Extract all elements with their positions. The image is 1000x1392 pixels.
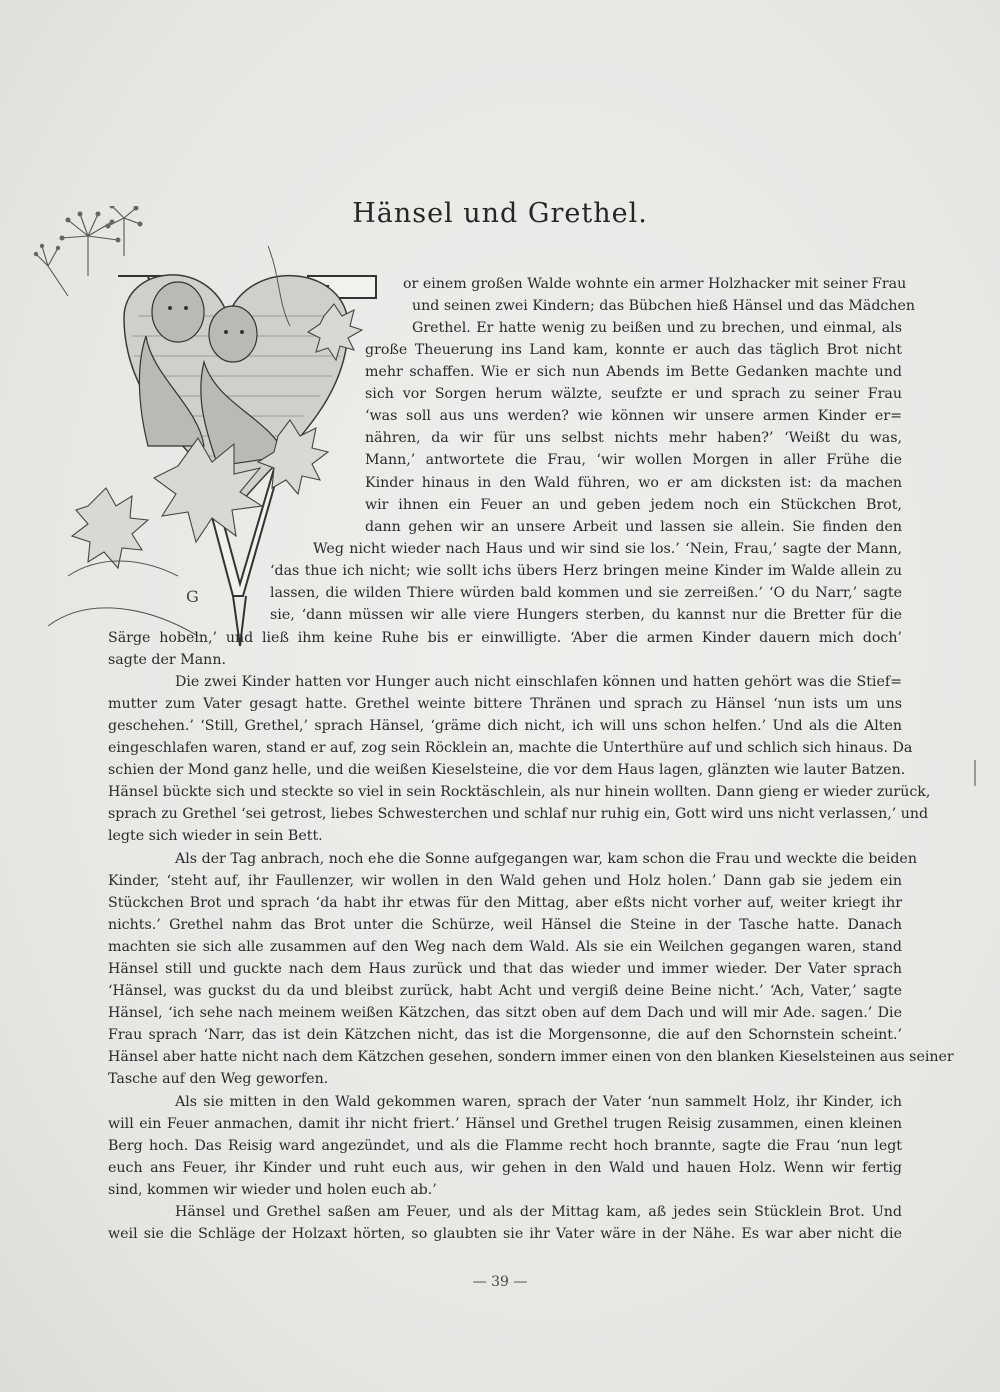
text-line: ‘das thue ich nicht; wie sollt ichs übers Herz bringen meine Kinder im Walde allein zu xyxy=(270,563,902,579)
text-line: Kinder, ‘steht auf, ihr Faullenzer, wir wollen in den Wald gehen und Holz holen.’ Dann gab sie jedem ein xyxy=(108,873,902,889)
text-line: mehr schaffen. Wie er sich nun Abends im Bette Gedanken machte und xyxy=(365,364,902,380)
text-line: Hänsel, ‘ich sehe nach meinem weißen Kätzchen, das sitzt oben auf dem Dach und will mir Ade. sagen.’ Die xyxy=(108,1005,902,1021)
text-line: mutter zum Vater gesagt hatte. Grethel weinte bittere Thränen und sprach zu Hänsel ‘nun ists um uns xyxy=(108,696,902,712)
artist-monogram: G xyxy=(186,587,199,606)
text-line: Hänsel aber hatte nicht nach dem Kätzchen gesehen, sondern immer einen von den blanken Kieselsteinen aus seiner xyxy=(108,1049,954,1065)
text-line: nähren, da wir für uns selbst nichts mehr haben?’ ‘Weißt du was, xyxy=(365,430,902,446)
page-number: — 39 — xyxy=(472,1274,528,1290)
text-line: eingeschlafen waren, stand er auf, zog sein Röcklein an, machte die Unterthüre auf und schlich sich hinaus. Da xyxy=(108,740,913,756)
text-line: Als der Tag anbrach, noch ehe die Sonne aufgegangen war, kam schon die Frau und weckte die beiden xyxy=(175,851,917,867)
text-line: legte sich wieder in sein Bett. xyxy=(108,828,323,844)
text-line: sie, ‘dann müssen wir alle viere Hungers sterben, du kannst nur die Bretter für die xyxy=(270,607,902,623)
text-line: Stückchen Brot und sprach ‘da habt ihr etwas für den Mittag, aber eßts nicht vorher auf, weiter kriegt ihr xyxy=(108,895,902,911)
text-line: lassen, die wilden Thiere würden bald kommen und sie zerreißen.’ ‘O du Narr,’ sagte xyxy=(270,585,902,601)
text-line: Särge hobeln,’ und ließ ihm keine Ruhe bis er einwilligte. ‘Aber die armen Kinder dauern mich doch’ xyxy=(108,630,902,646)
text-line: Weg nicht wieder nach Haus und wir sind sie los.’ ‘Nein, Frau,’ sagte der Mann, xyxy=(313,541,902,557)
text-line: große Theuerung ins Land kam, konnte er auch das täglich Brot nicht xyxy=(365,342,902,358)
text-line: sprach zu Grethel ‘sei getrost, liebes Schwesterchen und schlaf nur ruhig ein, Gott wird uns nicht verlassen,’ und xyxy=(108,806,929,822)
text-line: Hänsel still und guckte nach dem Haus zurück und that das wieder und immer wieder. Der Vater sprach xyxy=(108,961,902,977)
text-line: dann gehen wir an unsere Arbeit und lassen sie allein. Sie finden den xyxy=(365,519,902,535)
text-line: Hänsel und Grethel saßen am Feuer, und als der Mittag kam, aß jedes sein Stücklein Brot. Und xyxy=(175,1204,902,1220)
page-title: Hänsel und Grethel. xyxy=(352,198,648,229)
text-line: sind, kommen wir wieder und holen euch ab.’ xyxy=(108,1182,437,1198)
text-line: und seinen zwei Kindern; das Bübchen hieß Hänsel und das Mädchen xyxy=(412,298,916,314)
text-line: ‘was soll aus uns werden? wie können wir unsere armen Kinder er= xyxy=(365,408,902,424)
text-line: or einem großen Walde wohnte ein armer Holzhacker mit seiner Frau xyxy=(403,276,907,292)
text-line: Kinder hinaus in den Wald führen, wo er am dicksten ist: da machen xyxy=(365,475,902,491)
text-line: euch ans Feuer, ihr Kinder und ruht euch aus, wir gehen in den Wald und hauen Holz. Wenn wir fertig xyxy=(108,1160,902,1176)
text-line: machten sie sich alle zusammen auf den Weg nach dem Wald. Als sie ein Weilchen gegangen waren, stand xyxy=(108,939,902,955)
text-line: Tasche auf den Weg geworfen. xyxy=(108,1071,329,1087)
text-line: schien der Mond ganz helle, und die weißen Kieselsteine, die vor dem Haus lagen, glänzten wie lauter Batzen. xyxy=(108,762,906,778)
text-line: Frau sprach ‘Narr, das ist dein Kätzchen nicht, das ist die Morgensonne, die auf den Schornstein scheint.’ xyxy=(108,1027,902,1043)
text-line: sagte der Mann. xyxy=(108,652,226,668)
text-line: Die zwei Kinder hatten vor Hunger auch nicht einschlafen können und hatten gehört was die Stief= xyxy=(175,674,902,690)
text-line: geschehen.’ ‘Still, Grethel,’ sprach Hänsel, ‘gräme dich nicht, ich will uns schon helfen.’ Und als die Alten xyxy=(108,718,902,734)
text-line: Grethel. Er hatte wenig zu beißen und zu brechen, und einmal, als xyxy=(412,320,902,336)
text-line: Hänsel bückte sich und steckte so viel in sein Rocktäschlein, als nur hinein wollten. Dann gieng er wieder zurück, xyxy=(108,784,931,800)
text-line: weil sie die Schläge der Holzaxt hörten, so glaubten sie ihr Vater wäre in der Nähe. Es war aber nicht die xyxy=(108,1226,902,1242)
text-line: Mann,’ antwortete die Frau, ‘wir wollen Morgen in aller Frühe die xyxy=(365,452,902,468)
text-line: sich vor Sorgen herum wälzte, seufzte er und sprach zu seiner Frau xyxy=(365,386,902,402)
text-line: ‘Hänsel, was guckst du da und bleibst zurück, habt Acht und vergiß deine Beine nicht.’ ‘Ach, Vater,’ sagte xyxy=(108,983,902,999)
text-line: wir ihnen ein Feuer an und geben jedem noch ein Stückchen Brot, xyxy=(365,497,902,513)
page-mark xyxy=(974,760,976,786)
text-line: will ein Feuer anmachen, damit ihr nicht friert.’ Hänsel und Grethel trugen Reisig zusammen, einen kleinen xyxy=(108,1116,902,1132)
text-line: Als sie mitten in den Wald gekommen waren, sprach der Vater ‘nun sammelt Holz, ihr Kinder, ich xyxy=(175,1094,902,1110)
text-line: Berg hoch. Das Reisig ward angezündet, und als die Flamme recht hoch brannte, sagte die Frau ‘nun legt xyxy=(108,1138,902,1154)
text-line: nichts.’ Grethel nahm das Brot unter die Schürze, weil Hänsel die Steine in der Tasche hatte. Danach xyxy=(108,917,902,933)
